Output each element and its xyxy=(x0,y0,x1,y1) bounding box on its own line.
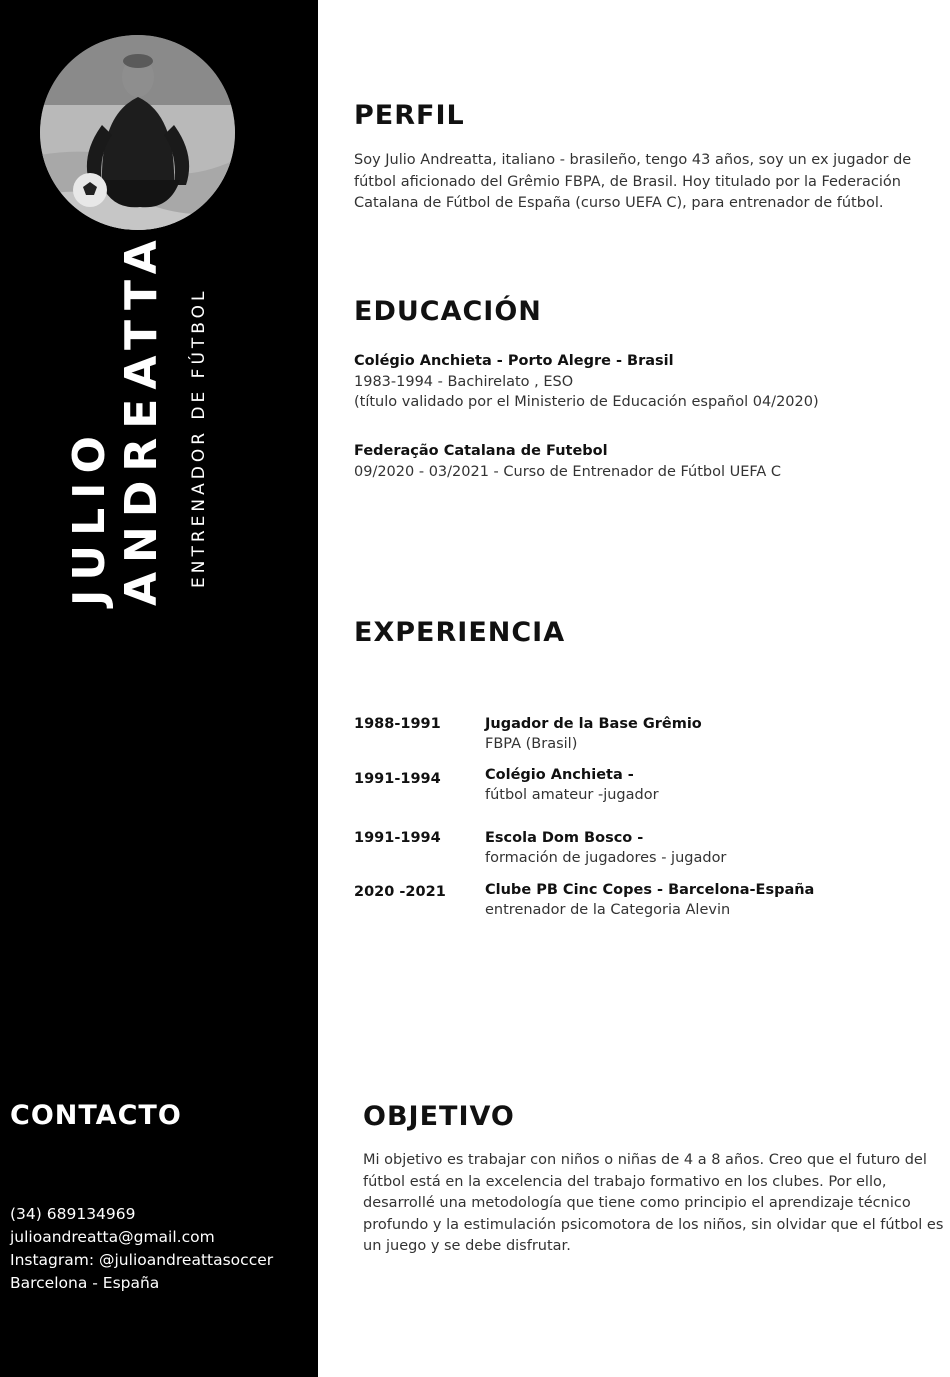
education-item xyxy=(354,351,819,413)
experience-years: 1991-1994 xyxy=(354,771,441,787)
experience-title: Jugador de la Base Grêmio xyxy=(485,716,702,732)
experience-subtitle: formación de jugadores - jugador xyxy=(485,849,727,866)
experience-years: 1991-1994 xyxy=(354,830,441,846)
experience-title: Escola Dom Bosco - xyxy=(485,830,644,846)
experience-years: 1988-1991 xyxy=(354,716,441,732)
perfil-heading: PERFIL xyxy=(354,100,465,131)
perfil-text: Soy Julio Andreatta, italiano - brasileño, tengo 43 años, soy un ex jugador de fútbol aficionado del Grêmio FBPA, de Brasil. Hoy titulado por la Federación Catalana de Fútbol de España (curso UEFA C), para entrenador de fútbol. xyxy=(354,152,912,211)
role-title: ENTRENADOR DE FÚTBOL xyxy=(189,287,209,588)
experience-info xyxy=(485,715,925,754)
profile-photo xyxy=(40,35,235,230)
objetivo-heading: OBJETIVO xyxy=(363,1101,515,1132)
contact-email: julioandreatta@gmail.com xyxy=(10,1228,215,1246)
education-detail: 1983-1994 - Bachirelato , ESO xyxy=(354,373,574,390)
experience-title: Colégio Anchieta - xyxy=(485,767,634,783)
contact-list xyxy=(10,1203,273,1295)
contact-phone: (34) 689134969 xyxy=(10,1205,136,1223)
education-detail: 09/2020 - 03/2021 - Curso de Entrenador de Fútbol UEFA C xyxy=(354,463,782,480)
name-first: JULIO xyxy=(64,427,115,606)
objetivo-text: Mi objetivo es trabajar con niños o niñas de 4 a 8 años. Creo que el futuro del fútbol está en la excelencia del trabajo formativo en los clubes. Por ello, desarrollé una metodología que tiene como principio el aprendizaje técnico profundo y la estimulación psicomotora de los niños, sin olvidar que el fútbol es un juego y se debe disfrutar. xyxy=(363,1152,944,1254)
experience-info xyxy=(485,766,925,805)
sidebar xyxy=(0,0,318,1377)
experience-title: Clube PB Cinc Copes - Barcelona-España xyxy=(485,882,815,898)
education-institution: Federação Catalana de Futebol xyxy=(354,443,608,459)
experience-years: 2020 -2021 xyxy=(354,884,446,900)
education-item xyxy=(354,441,781,482)
education-institution: Colégio Anchieta - Porto Alegre - Brasil xyxy=(354,353,674,369)
contact-location: Barcelona - España xyxy=(10,1274,160,1292)
experience-subtitle: entrenador de la Categoria Alevin xyxy=(485,901,731,918)
experience-info xyxy=(485,829,925,868)
name-last: ANDREATTA xyxy=(116,231,167,606)
experiencia-heading: EXPERIENCIA xyxy=(354,617,566,648)
name-block xyxy=(62,231,222,606)
experience-subtitle: fútbol amateur -jugador xyxy=(485,786,659,803)
educacion-heading: EDUCACIÓN xyxy=(354,296,542,327)
contact-instagram: Instagram: @julioandreattasoccer xyxy=(10,1251,274,1269)
contact-heading: CONTACTO xyxy=(10,1100,182,1131)
experience-info xyxy=(485,881,925,920)
education-detail: (título validado por el Ministerio de Educación español 04/2020) xyxy=(354,394,819,410)
experience-subtitle: FBPA (Brasil) xyxy=(485,735,578,752)
profile-photo-illustration xyxy=(40,35,235,230)
